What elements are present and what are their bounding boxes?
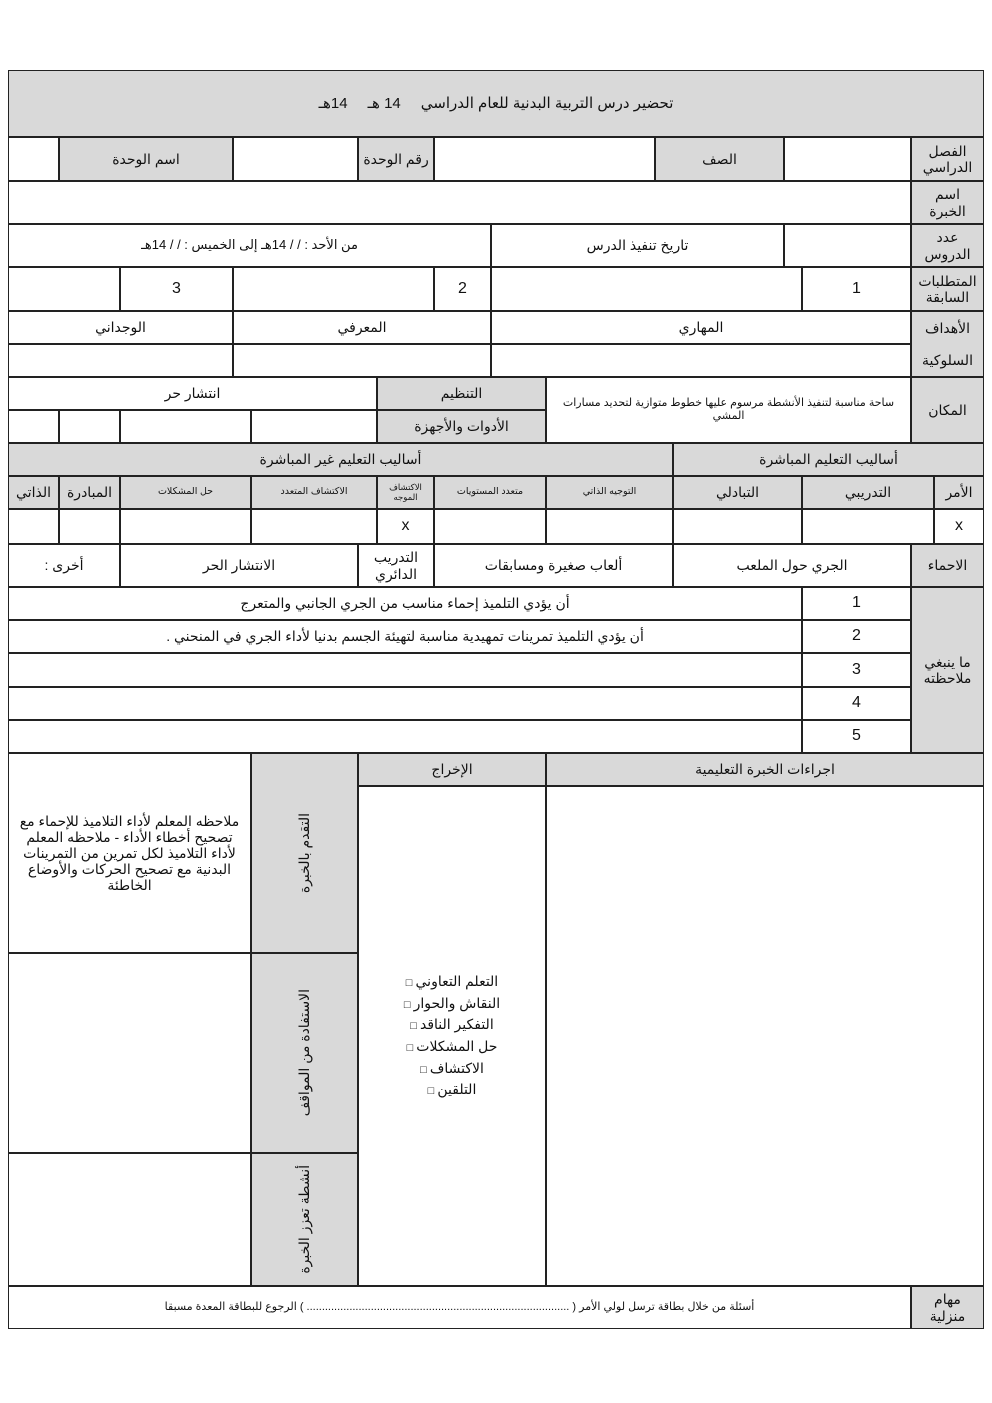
strategy-indoctrination[interactable]: التلقين □ — [404, 1079, 500, 1101]
mark-self-check[interactable] — [546, 509, 673, 544]
place-label: المكان — [911, 377, 984, 443]
procedures-body[interactable] — [546, 786, 984, 1286]
direct-methods-header: أساليب التعليم المباشرة — [673, 443, 984, 476]
mark-problem-solving[interactable] — [120, 509, 251, 544]
note-number: 5 — [802, 720, 911, 753]
mark-reciprocal[interactable] — [673, 509, 802, 544]
method-problem-solving: حل المشكلات — [120, 476, 251, 509]
strategy-cooperative[interactable]: التعلم التعاوني □ — [404, 971, 500, 993]
cognitive-objective-value[interactable] — [233, 344, 491, 377]
method-divergent: الاكتشاف المتعدد — [251, 476, 377, 509]
tools-value-1[interactable] — [251, 410, 377, 443]
lesson-plan-form — [8, 70, 984, 1329]
affective-objective-header: الوجداني — [8, 311, 233, 344]
prerequisite-3-value[interactable] — [8, 267, 120, 311]
tools-label: الأدوات والأجهزة — [377, 410, 546, 443]
notes-label: ما ينبغي ملاحظته — [911, 587, 984, 753]
procedures-header: اجراءات الخبرة التعليمية — [546, 753, 984, 786]
class-value[interactable] — [434, 137, 655, 181]
method-reciprocal: التبادلي — [673, 476, 802, 509]
note-number: 3 — [802, 653, 911, 687]
unit-number-value[interactable] — [233, 137, 358, 181]
form-title — [8, 70, 984, 137]
class-label: الصف — [655, 137, 784, 181]
mark-initiative[interactable] — [59, 509, 120, 544]
note-text[interactable] — [8, 687, 802, 720]
method-inclusion: متعدد المستويات — [434, 476, 546, 509]
mark-command[interactable]: x — [934, 509, 984, 544]
situations-label: الاستفادة من المواقف — [251, 953, 358, 1153]
note-text[interactable]: أن يؤدي التلميذ تمرينات تمهيدية مناسبة لتهيئة الجسم بدنيا لأداء الجري في المنحني . — [8, 620, 802, 653]
unit-name-value[interactable] — [8, 137, 59, 181]
experience-name-value[interactable] — [8, 181, 911, 224]
situations-value[interactable] — [8, 953, 251, 1153]
mark-guided-discovery[interactable]: x — [377, 509, 434, 544]
homework-label: مهام منزلية — [911, 1286, 984, 1329]
place-value[interactable]: ساحة مناسبة لتنفيذ الأنشطة مرسوم عليها خطوط متوازية لتحديد مسارات المشي — [546, 377, 911, 443]
organization-value[interactable]: انتشار حر — [8, 377, 377, 410]
teaching-strategies-list — [404, 971, 500, 1101]
unit-name-label: اسم الوحدة — [59, 137, 233, 181]
note-text[interactable]: أن يؤدي التلميذ إحماء مناسب من الجري الجانبي والمتعرج — [8, 587, 802, 620]
output-body — [358, 786, 546, 1286]
prerequisites-label: المتطلبات السابقة — [911, 267, 984, 311]
strategy-discussion[interactable]: النقاش والحوار □ — [404, 993, 500, 1015]
method-self-check: التوجيه الذاتي — [546, 476, 673, 509]
warmup-option-run-around[interactable]: الجري حول الملعب — [673, 544, 911, 587]
warmup-option-free-spread[interactable]: الانتشار الحر — [120, 544, 358, 587]
prerequisite-2-number: 2 — [434, 267, 491, 311]
warmup-option-small-games[interactable]: ألعاب صغيرة ومسابقات — [434, 544, 673, 587]
note-number: 4 — [802, 687, 911, 720]
lesson-date-label: تاريخ تنفيذ الدرس — [491, 224, 784, 267]
mark-inclusion[interactable] — [434, 509, 546, 544]
reinforce-label: أنشطة تعزز الخبرة — [251, 1153, 358, 1286]
progress-label: التقدم بالخبرة — [251, 753, 358, 953]
output-header: الإخراج — [358, 753, 546, 786]
note-number: 2 — [802, 620, 911, 653]
indirect-methods-header: أساليب التعليم غير المباشرة — [8, 443, 673, 476]
prerequisite-1-number: 1 — [802, 267, 911, 311]
note-number: 1 — [802, 587, 911, 620]
strategy-critical-thinking[interactable]: التفكير الناقد □ — [404, 1014, 500, 1036]
method-guided-discovery: الاكتشاف الموجه — [377, 476, 434, 509]
cognitive-objective-header: المعرفي — [233, 311, 491, 344]
lessons-count-label: عدد الدروس — [911, 224, 984, 267]
tools-value-2[interactable] — [120, 410, 251, 443]
skill-objective-value[interactable] — [491, 344, 911, 377]
strategy-problem-solving[interactable]: حل المشكلات □ — [404, 1036, 500, 1058]
prerequisite-1-value[interactable] — [491, 267, 802, 311]
unit-number-label: رقم الوحدة — [358, 137, 434, 181]
mark-divergent[interactable] — [251, 509, 377, 544]
mark-self-teaching[interactable] — [8, 509, 59, 544]
homework-text[interactable]: أسئلة من خلال بطاقة ترسل لولي الأمر ( ...................................................................................... ) الرجوع للبطاقة المعدة مسبقا — [8, 1286, 911, 1329]
method-command: الأمر — [934, 476, 984, 509]
note-text[interactable] — [8, 720, 802, 753]
note-text[interactable] — [8, 653, 802, 687]
warmup-option-other[interactable]: أخرى : — [8, 544, 120, 587]
tools-value-4[interactable] — [8, 410, 59, 443]
objectives-label: الأهداف — [911, 311, 984, 344]
experience-name-label: اسم الخبرة — [911, 181, 984, 224]
warmup-label: الاحماء — [911, 544, 984, 587]
method-initiative: المبادرة — [59, 476, 120, 509]
reinforce-value[interactable] — [8, 1153, 251, 1286]
objectives-label-2: السلوكية — [911, 344, 984, 377]
mark-practice[interactable] — [802, 509, 934, 544]
title-text: تحضير درس التربية البدنية للعام الدراسي — [420, 94, 674, 112]
tools-value-3[interactable] — [59, 410, 120, 443]
method-self-teaching: الذاتي — [8, 476, 59, 509]
prerequisite-2-value[interactable] — [233, 267, 434, 311]
title-year-end: 14هـ — [318, 94, 348, 112]
method-practice: التدريبي — [802, 476, 934, 509]
semester-value[interactable] — [784, 137, 911, 181]
organization-label: التنظيم — [377, 377, 546, 410]
affective-objective-value[interactable] — [8, 344, 233, 377]
lessons-count-value[interactable] — [784, 224, 911, 267]
lesson-date-range[interactable]: من الأحد : / / 14هـ إلى الخميس : / / 14هـ — [8, 224, 491, 267]
skill-objective-header: المهاري — [491, 311, 911, 344]
strategy-discovery[interactable]: الاكتشاف □ — [404, 1058, 500, 1080]
progress-text[interactable]: ملاحظه المعلم لأداء التلاميذ للإحماء مع تصحيح أخطاء الأداء - ملاحظه المعلم لأداء التلاميذ لكل تمرين من التمرينات البدنية مع تصحيح الحركات والأوضاع الخاطئة — [8, 753, 251, 953]
title-year-start: 14 هـ — [367, 94, 401, 112]
semester-label: الفصل الدراسي — [911, 137, 984, 181]
warmup-option-circuit[interactable]: التدريب الدائري — [358, 544, 434, 587]
prerequisite-3-number: 3 — [120, 267, 233, 311]
